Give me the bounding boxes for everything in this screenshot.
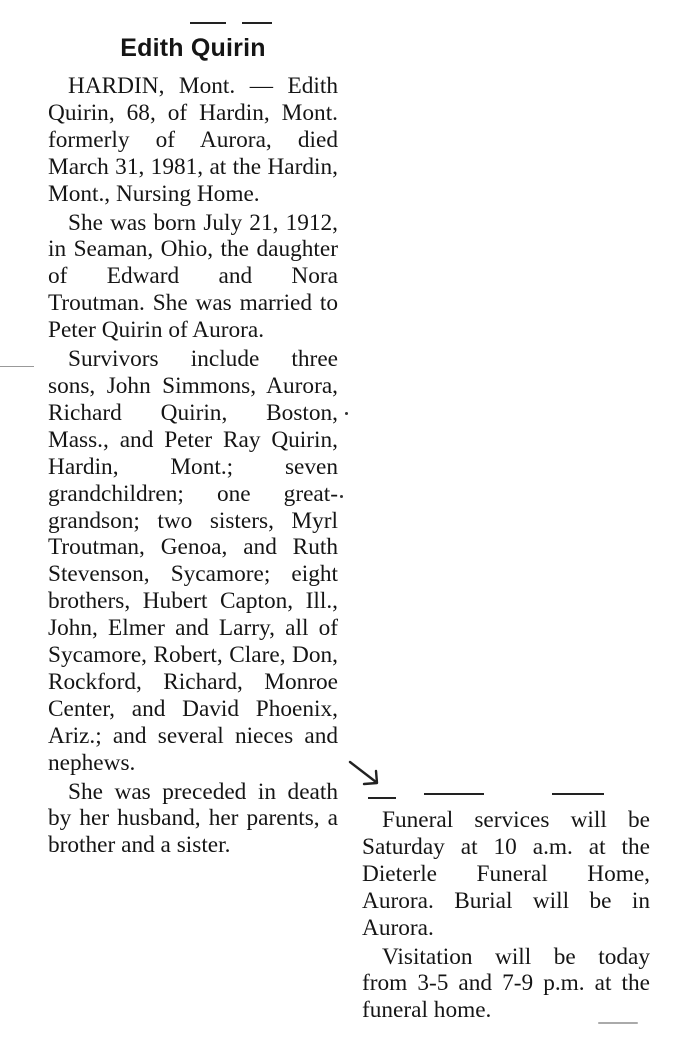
paragraph-preceded: She was preceded in death by her husband, her parents, a brother and a sister. <box>48 778 338 859</box>
paragraph-birth: She was born July 21, 1912, in Seaman, Ohio, the daughter of Edward and Nora Troutman. She was married to Peter Quirin of Aurora. <box>48 209 338 344</box>
speck <box>0 366 34 367</box>
left-column <box>48 73 338 859</box>
speck <box>340 495 343 498</box>
speck <box>345 412 348 415</box>
arrow-mark <box>346 756 386 792</box>
paragraph-funeral: Funeral services will be Saturday at 10 a.m. at the Dieterle Funeral Home, Aurora. Burial will be in Aurora. <box>362 807 650 941</box>
speck <box>598 1022 638 1024</box>
top-rule-left <box>190 22 226 24</box>
right-rule-1 <box>368 797 396 799</box>
top-rule-right <box>242 22 272 24</box>
right-column <box>362 807 650 1024</box>
right-rule-2 <box>424 793 484 795</box>
paragraph-visitation: Visitation will be today from 3-5 and 7-9 p.m. at the funeral home. <box>362 943 650 1024</box>
paragraph-death: HARDIN, Mont. — Edith Quirin, 68, of Hardin, Mont. formerly of Aurora, died March 31, 1981, at the Hardin, Mont., Nursing Home. <box>48 73 338 207</box>
paragraph-survivors: Survivors include three sons, John Simmons, Aurora, Richard Quirin, Boston, Mass., and Peter Ray Quirin, Hardin, Mont.; seven grandchildren; one great-grandson; two sisters, Myrl Troutman, Genoa, and Ruth Stevenson, Sycamore; eight brothers, Hubert Capton, Ill., John, Elmer and Larry, all of Sycamore, Robert, Clare, Don, Rockford, Richard, Monroe Center, and David Phoenix, Ariz.; and several nieces and nephews. <box>48 346 338 776</box>
obituary-title: Edith Quirin <box>120 34 266 62</box>
right-rule-3 <box>552 793 604 795</box>
